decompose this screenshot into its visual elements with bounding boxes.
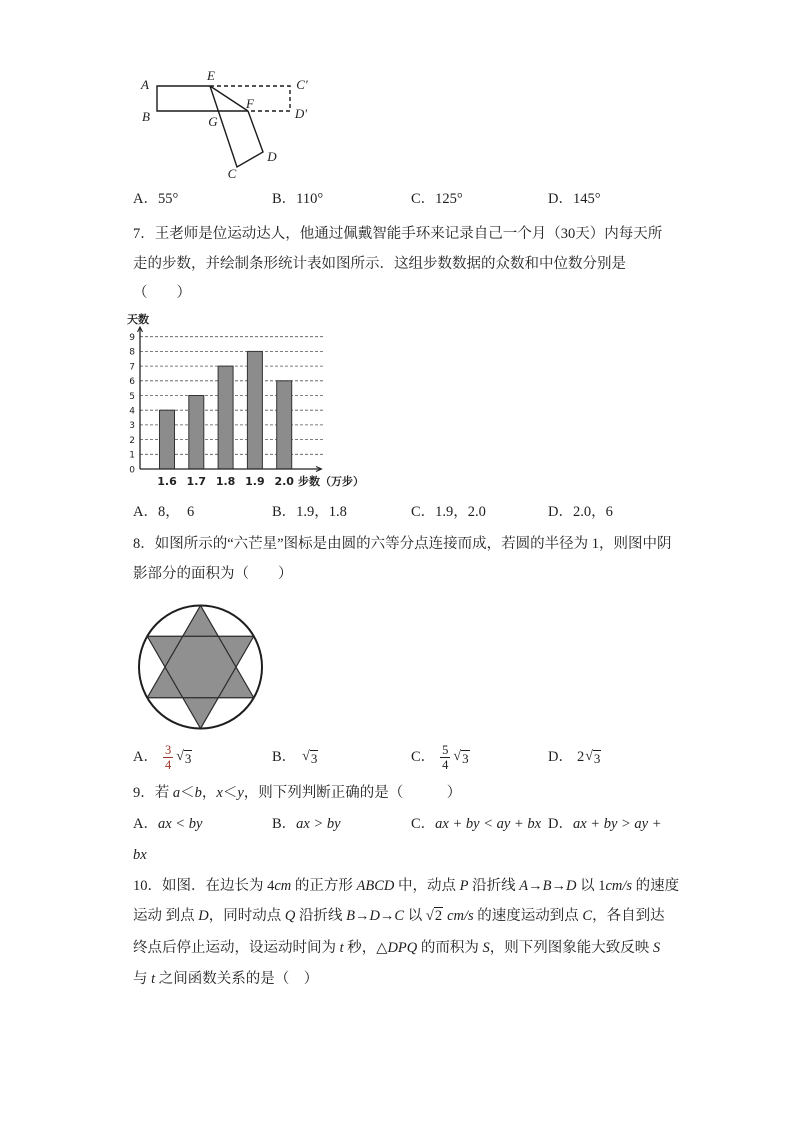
option-c [411,189,463,209]
text-run: 秒，△ [343,940,388,956]
option-letter: A． [133,191,158,207]
x-tick-label: 1.7 [186,475,207,488]
q7-stem-line-1: 7．王老师是位运动达人，他通过佩戴智能手环来记录自己一个月（30天）内每天所 [133,226,663,242]
y-tick-label: 2 [129,435,135,446]
option-letter: A． [133,504,158,520]
math-text: y [237,785,244,801]
bar-1-9 [247,351,262,469]
text-run: 9．若 [133,785,173,801]
text-run: 的速度 [632,878,680,894]
label-f: F [246,96,254,111]
y-tick-labels [129,333,135,475]
option-a [133,189,178,209]
label-g: G [208,114,218,129]
q10-stem-line-4 [133,969,318,989]
y-tick-label: 5 [129,391,135,402]
option-text: 1.9，2.0 [435,504,486,520]
y-tick-label: 1 [129,450,135,461]
math-text: b [194,785,202,801]
hexagram-figure [136,602,266,734]
text-run: ＜ [222,785,238,801]
option-letter: C． [411,504,436,520]
option-text: 1.9，1.8 [296,504,347,520]
radical-sign: √ [585,749,593,764]
option-letter: D． [548,504,573,520]
denominator: 4 [164,757,172,772]
text-run: 运动 到点 [133,908,199,924]
bar-1-6 [160,410,175,469]
text-run: ， [201,785,217,801]
option-expression: ax + by > ay + [572,816,662,832]
y-tick-label: 8 [129,347,135,358]
option-letter: A． [133,749,158,765]
folded-part [210,86,263,167]
option-c [411,502,486,522]
option-letter: B． [272,191,297,207]
option-letter: C． [411,816,436,832]
math-text: ABCD [356,878,395,894]
text-run: ，则下列判断正确的是（ ） [243,785,462,801]
bar-1-7 [189,396,204,470]
x-tick-label: 1.6 [157,475,177,488]
q9-stem [133,783,461,803]
math-text: A→B→D [519,878,577,894]
option-b [272,814,341,834]
text-run: ＜ [180,785,195,801]
x-tick-label: 1.9 [245,475,265,488]
option-letter: D． [548,816,573,832]
y-axis-label: 天数 [127,313,149,326]
option-expression: ax > by [296,816,341,832]
option-text: 2.0，6 [572,504,613,520]
option-letter: B． [272,504,297,520]
folded-strip-figure [130,65,320,185]
x-axis-label: 步数（万步） [298,475,364,488]
text-run: ，则下列图象能大致反映 [489,940,653,956]
option-d [548,189,601,209]
y-tick-label: 0 [129,465,135,476]
denominator: 4 [442,757,449,772]
option-letter: C． [411,749,436,765]
text-run: ，各自到达 [592,908,665,924]
label-e: E [207,68,215,83]
option-d [548,739,601,775]
radicand: 3 [310,750,318,766]
q6-options [0,189,794,209]
math-text: B→D→C [346,908,405,924]
option-b [272,739,318,775]
label-d: D [267,149,277,164]
option-text: 145° [572,191,601,207]
text-run: 的而积为 [417,940,483,956]
q8-stem-line-2: 影部分的面积为（ ） [133,566,293,582]
math-text: Q [284,908,296,924]
fold-line-ef [210,86,248,111]
option-d [548,814,662,834]
y-tick-label: 3 [129,421,135,432]
math-text: P [459,878,469,894]
label-c: C [227,166,237,181]
math-text: DPQ [387,940,418,956]
y-tick-label: 7 [129,362,135,373]
text-run: 的速度运动到点 [473,908,583,924]
radical-sign: √ [176,749,184,764]
text-run: 10．如图．在边长为 4 [133,878,275,894]
option-letter: D． [548,749,573,765]
math-text: cm [274,878,292,894]
option-d [548,502,613,522]
step-count-bar-chart [118,312,380,492]
math-text: S [482,940,490,956]
radical-sign: √ [453,749,462,764]
text-run: 以 1 [576,878,606,894]
coefficient: 2 [576,749,585,765]
option-expression: ax + by < ay + bx [435,816,542,832]
text-run: 终点后停止运动，设运动时间为 [133,940,340,956]
text-run: 沿折线 [468,878,520,894]
option-c [411,814,541,834]
q8-options [0,739,794,775]
numerator: 3 [164,742,172,757]
option-text: 55° [157,191,179,207]
bar-1-8 [218,366,233,469]
option-letter: C． [411,191,436,207]
text-run: 中，动点 [394,878,460,894]
radicand: 3 [184,750,192,766]
option-letter: B． [272,749,297,765]
y-tick-label: 4 [129,406,135,417]
option-c [411,739,470,775]
option-a [133,739,192,775]
math-text: a [172,785,181,801]
option-a [133,814,202,834]
label-a: A [141,77,149,92]
math-text: S [652,940,661,956]
q10-stem-line-2 [133,906,665,926]
radicand: 2 [434,908,443,924]
q9-option-d-continuation: bx [133,847,147,863]
numerator: 5 [442,742,449,757]
q7-options [0,502,794,522]
radicand: 3 [593,750,601,766]
option-text: 110° [296,191,324,207]
math-text: x [216,785,223,801]
q8-stem-line-1: 8．如图所示的“六芒星”图标是由圆的六等分点连接而成，若圆的半径为 1，则图中阴 [133,536,672,552]
math-text: t [339,940,344,956]
option-b [272,189,323,209]
radical-sign: √ [302,749,310,764]
q7-answer-blank: （ ） [133,285,191,301]
bar-2-0 [277,381,292,469]
q9-options [0,814,794,834]
option-text: 125° [435,191,463,207]
q10-stem-line-1 [133,876,679,896]
strip-solid-edges [157,86,248,111]
text-run: 以 [404,908,426,924]
text-run: 之间函数关系的是（ ） [155,971,319,987]
option-b [272,502,347,522]
q10-stem-line-3 [133,938,660,958]
x-tick-label: 1.8 [215,475,236,488]
label-d-prime: D′ [294,106,308,121]
math-text: t [151,971,156,987]
y-tick-label: 6 [129,377,135,388]
text-run: 的正方形 [291,878,357,894]
option-a [133,502,194,522]
text-run: √ [425,908,434,924]
fraction [163,743,173,772]
option-letter: D． [548,191,573,207]
text-run: ，同时动点 [208,908,285,924]
fraction [440,743,450,772]
option-letter: A． [133,816,158,832]
radicand: 3 [462,750,469,766]
q7-stem-line-2: 走的步数，并绘制条形统计表如图所示．这组步数数据的众数和中位数分别是 [133,256,626,272]
math-text: D [198,908,209,924]
math-text: C [582,908,593,924]
option-expression: ax < by [157,816,203,832]
option-text: 8， 6 [157,504,195,520]
text-run: 与 [133,971,152,987]
label-c-prime: C′ [296,77,308,92]
x-tick-labels [157,475,294,488]
text-run: 沿折线 [295,908,347,924]
x-tick-label: 2.0 [274,475,294,488]
y-tick-label: 9 [129,333,135,343]
option-letter: B． [272,816,297,832]
math-text: cm/s [447,908,474,924]
math-text: cm/s [605,878,633,894]
label-b: B [142,109,150,124]
